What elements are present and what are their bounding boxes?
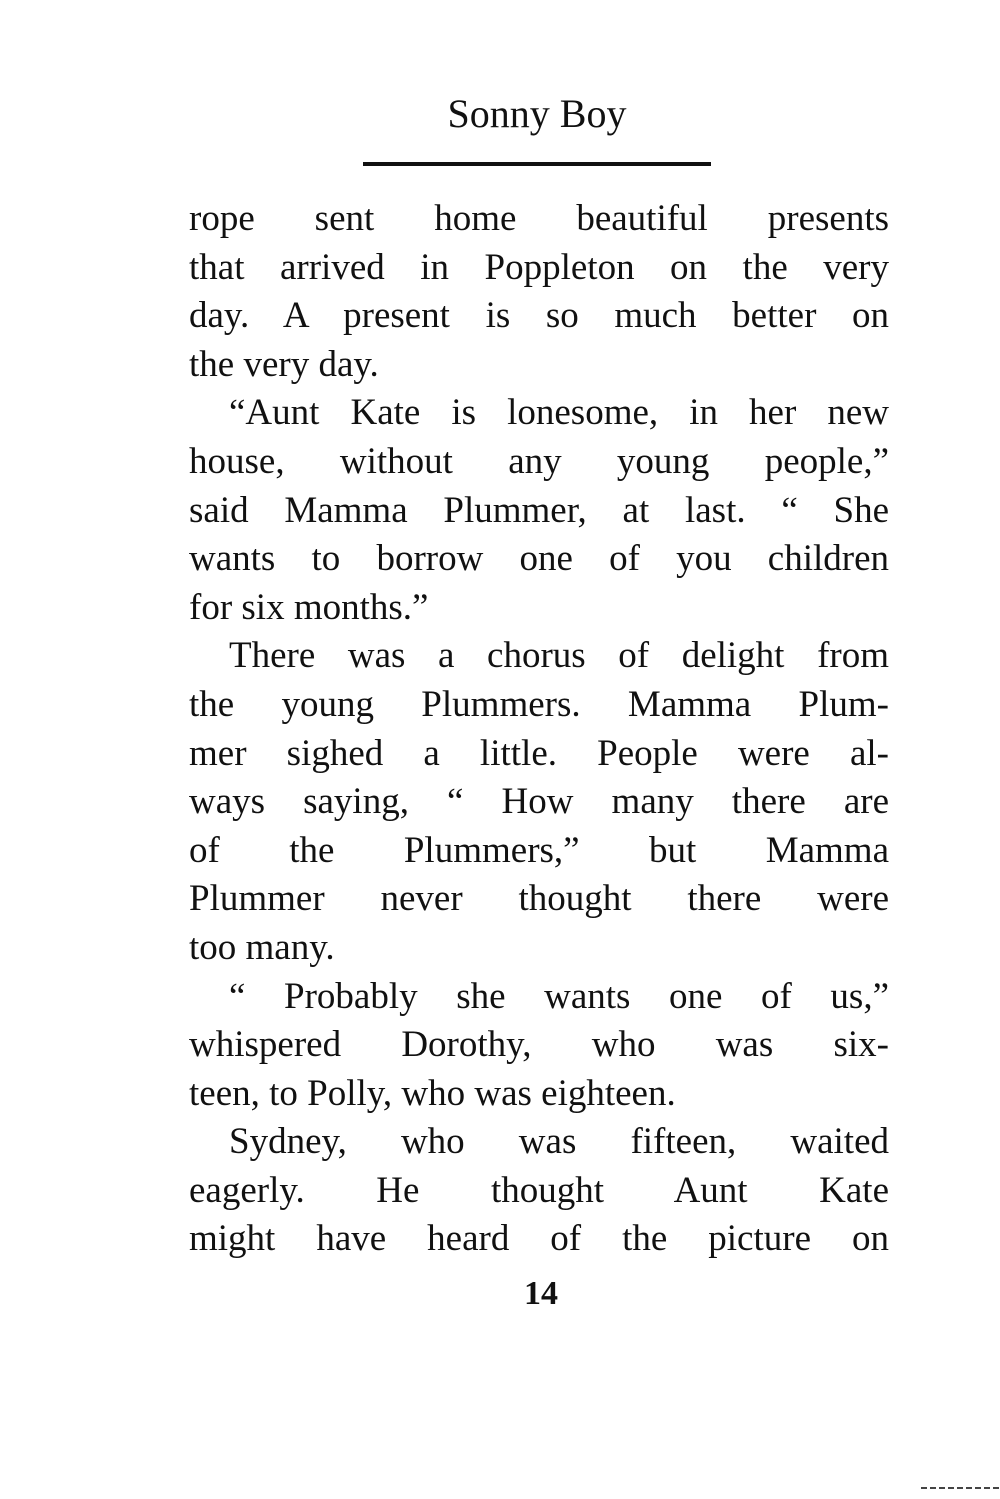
- body-text: [189, 195, 889, 1264]
- text-line: Plummer never thought there were: [189, 878, 889, 920]
- text-line: the very day.: [189, 343, 379, 385]
- text-line: whispered Dorothy, who was six-: [189, 1024, 889, 1066]
- text-line: the young Plummers. Mamma Plum-: [189, 683, 889, 725]
- text-line: teen, to Polly, who was eighteen.: [189, 1072, 676, 1114]
- head-rule: [363, 162, 711, 166]
- text-line: wants to borrow one of you children: [189, 538, 889, 580]
- scan-edge-mark: [921, 1487, 1000, 1489]
- text-line: for six months.”: [189, 586, 429, 628]
- text-line: too many.: [189, 926, 335, 968]
- text-line: of the Plummers,” but Mamma: [189, 829, 889, 871]
- text-line: eagerly. He thought Aunt Kate: [189, 1169, 889, 1211]
- text-line: “ Probably she wants one of us,”: [229, 975, 889, 1017]
- text-line: “Aunt Kate is lonesome, in her new: [229, 392, 889, 434]
- text-line: might have heard of the picture on: [189, 1218, 889, 1260]
- text-line: There was a chorus of delight from: [229, 635, 889, 677]
- text-line: that arrived in Poppleton on the very: [189, 246, 889, 288]
- text-line: ways saying, “ How many there are: [189, 781, 889, 823]
- text-line: mer sighed a little. People were al-: [189, 732, 889, 774]
- text-line: day. A present is so much better on: [189, 295, 889, 337]
- text-line: said Mamma Plummer, at last. “ She: [189, 489, 889, 531]
- text-line: rope sent home beautiful presents: [189, 198, 889, 239]
- page-number: 14: [524, 1275, 558, 1312]
- text-line: house, without any young people,”: [189, 440, 889, 482]
- text-line: Sydney, who was fifteen, waited: [229, 1121, 889, 1163]
- running-head: Sonny Boy: [447, 91, 627, 136]
